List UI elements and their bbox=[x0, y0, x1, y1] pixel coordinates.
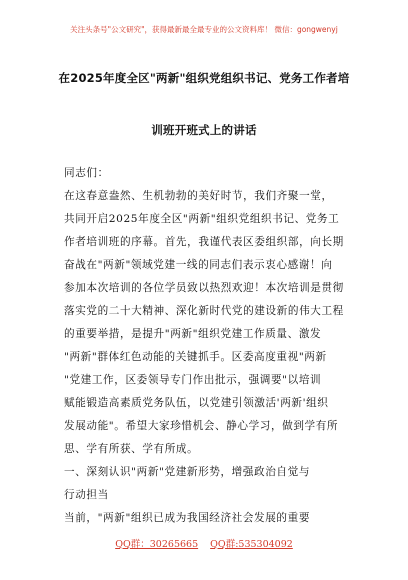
body-line: 的重要举措，是提升"两新"组织党建工作质量、激发 bbox=[64, 328, 322, 340]
body-line: 参加本次培训的各位学员致以热烈欢迎！本次培训是贯彻 bbox=[64, 282, 344, 294]
greeting: 同志们： bbox=[64, 167, 109, 179]
qq-group-link-2[interactable]: QQ群:535304092 bbox=[210, 539, 293, 550]
body-line: 落实党的二十大精神、深化新时代党的建设新的伟大工程 bbox=[64, 305, 344, 317]
page-header-note: 关注头条号"公文研究"，获得最新最全最专业的公文资料库！ 微信：gongwenyj bbox=[70, 25, 338, 34]
body-line: 发展动能"。希望大家珍惜机会、静心学习，做到学有所 bbox=[64, 420, 339, 432]
body-line: 赋能锻造高素质党务队伍，以党建引领激活'两新'组织 bbox=[64, 397, 329, 409]
body-line: 思、学有所获、学有所成。 bbox=[64, 443, 199, 455]
body-line: 共同开启2025年度全区"两新"组织党组织书记、党务工 bbox=[64, 213, 340, 225]
body-line: "两新"群体红色动能的关键抓手。区委高度重视"两新 bbox=[64, 351, 327, 363]
page-footer bbox=[0, 536, 408, 550]
body-line: 奋战在"两新"领域党建一线的同志们表示衷心感谢！向 bbox=[64, 259, 333, 271]
document-body bbox=[64, 162, 360, 530]
document-title-line-2: 训班开班式上的讲话 bbox=[151, 123, 257, 137]
qq-group-link-1[interactable]: QQ群：30265665 bbox=[115, 539, 199, 550]
section-heading: 一、深刻认识"两新"党建新形势，增强政治自觉与 bbox=[64, 466, 311, 478]
body-line: "党建工作，区委领导专门作出批示，强调要"以培训 bbox=[64, 374, 322, 386]
document-title-line-1: 在2025年度全区"两新"组织党组织书记、党务工作者培 bbox=[58, 71, 350, 85]
body-line: 作者培训班的序幕。首先，我谨代表区委组织部，向长期 bbox=[64, 236, 344, 248]
body-line: 当前，"两新"组织已成为我国经济社会发展的重要 bbox=[64, 512, 311, 524]
section-heading: 行动担当 bbox=[64, 489, 109, 501]
body-line: 在这春意盎然、生机勃勃的美好时节，我们齐聚一堂， bbox=[64, 190, 333, 202]
